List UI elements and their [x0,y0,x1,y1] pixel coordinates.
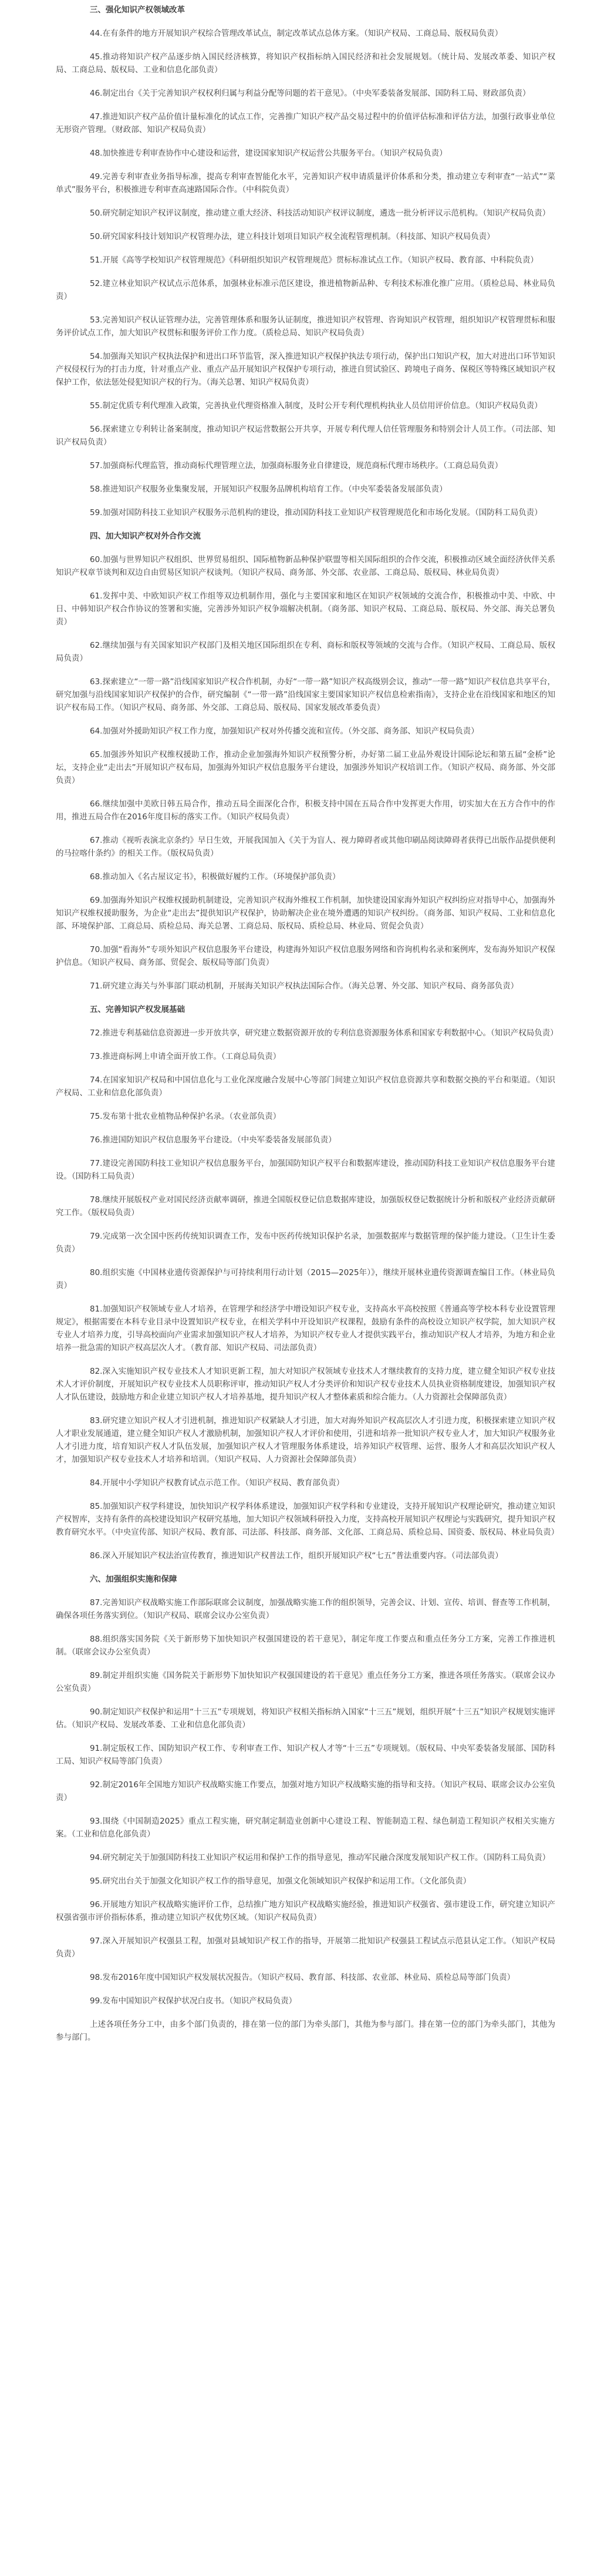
task-paragraph: 58.推进知识产权服务业集聚发展，开展知识产权服务品牌机构培育工作。（中央军委装备发展部负责） [90,485,447,494]
task-paragraph: 54.加强海关知识产权执法保护和进出口环节监管，深入推进知识产权保护执法专项行动，保护出口知识产权，加大对进出口环节知识产权侵权行为的打击力度，针对重点产业、重点产品开展知识产权保护专项行动，推进自贸试验区、跨境电子商务、保税区等特殊区域知识产权保护工作，依法惩处侵犯知识产权的行为。（海关总署、知识产权局负责） [56,352,555,387]
task-paragraph: 96.开展地方知识产权战略实施评价工作，总结推广地方知识产权战略实施经验，推进知识产权强省、强市建设工作，研究建立知识产权强省强市评价指标体系，推动建立知识产权优势区域。（知识产权局负责） [56,1900,555,1922]
task-paragraph: 98.发布2016年度中国知识产权发展状况报告。（知识产权局、教育部、科技部、农业部、林业局、质检总局等部门负责） [90,1973,515,1982]
task-paragraph: 65.加强涉外知识产权维权援助工作，推动企业加强海外知识产权预警分析，办好第二届工业品外观设计国际论坛和第五届“金桥”论坛，支持企业“走出去”开展知识产权布局，加强海外知识产权信息服务平台建设，加强涉外知识产权培训工作。（知识产权局、商务部、外交部负责） [56,750,555,785]
task-paragraph: 50.研究制定知识产权评议制度，推动建立重大经济、科技活动知识产权评议制度，遴选一批分析评议示范机构。（知识产权局负责） [90,208,551,218]
task-paragraph: 48.加快推进专利审查协作中心建设和运营，建设国家知识产权运营公共服务平台。（知识产权局负责） [90,149,447,158]
task-paragraph: 74.在国家知识产权局和中国信息化与工业化深度融合发展中心等部门间建立知识产权信息资源共享和数据交换的平台和渠道。（知识产权局、工业和信息化部负责） [56,1075,555,1098]
task-paragraph: 61.发挥中美、中欧知识产权工作组等双边机制作用，强化与主要国家和地区在知识产权领域的交流合作，积极推动中美、中欧、中日、中韩知识产权合作协议的签署和实施，完善涉外知识产权争端解决机制。（商务部、知识产权局、工商总局、版权局、外交部、海关总署负责） [56,591,555,627]
task-paragraph: 83.研究建立知识产权人才引进机制，推进知识产权紧缺人才引进，加大对海外知识产权高层次人才引进力度，积极探索建立知识产权人才职业发展通道，建立健全知识产权人才激励机制，加强知识产权人才评价和使用，引进和培养一批知识产权专业人才，加大知识产权服务业人才引进力度，培育知识产权人才队伍发展，加强知识产权人才管理服务体系建设，培养知识产权管理、运营、服务人才和高层次知识产权人才，加强知识产权专业技术人才培养和培训。（知识产权局、人力资源社会保障部负责） [56,1416,555,1464]
task-paragraph: 68.推动加入《名古屋议定书》，积极做好履约工作。（环境保护部负责） [90,872,340,882]
task-paragraph: 69.加强海外知识产权维权援助机制建设，完善知识产权海外维权工作机制，加快建设国家海外知识产权纠纷应对指导中心，加强海外知识产权维权援助服务，为企业“走出去”提供知识产权保护，协助解决企业在境外遭遇的知识产权纠纷。（商务部、知识产权局、工业和信息化部、环境保护部、工商总局、质检总局、海关总署、工商总局、版权局、质检总局、林业局、贸促会负责） [56,896,555,931]
task-paragraph: 87.完善知识产权战略实施工作部际联席会议制度，加强战略实施工作的组织领导，完善会议、计划、宣传、培训、督查等工作机制，确保各项任务落实到位。（知识产权局、联席会议办公室负责） [56,1598,555,1620]
task-paragraph: 81.加强知识产权领域专业人才培养，在管理学和经济学中增设知识产权专业，支持高水平高校按照《普通高等学校本科专业设置管理规定》，根据需要在本科专业目录中设置知识产权专业，在相关学科中开设知识产权课程，鼓励有条件的高校设立知识产权学院，加大知识产权专业人才培养力度，引导高校面向产业需求加强知识产权人才培养，为知识产权专业人才提供实践平台，推动知识产权人才培养，为地方和企业培养一批急需的知识产权高层次人才。（教育部、知识产权局、司法部负责） [56,1304,555,1353]
task-paragraph: 64.加强对外援助知识产权工作力度，加强知识产权对外传播交流和宣传。（外交部、商务部、知识产权局负责） [90,727,479,736]
task-paragraph: 85.加强知识产权学科建设，加快知识产权学科体系建设，加强知识产权学科和专业建设，支持开展知识产权理论研究，推动建立知识产权智库，支持有条件的高校建设知识产权研究基地，加大知识产权领域科研投入力度，支持高校开展知识产权理论与实践研究，提升知识产权教育研究水平。（中央宣传部、知识产权局、教育部、司法部、科技部、商务部、文化部、工商总局、质检总局、国资委、版权局、林业局负责） [56,1502,559,1537]
task-paragraph: 94.研究制定关于加强国防科技工业知识产权运用和保护工作的指导意见，推动军民融合深度发展知识产权工作。（国防科工局负责） [90,1853,551,1862]
task-paragraph: 76.推进国防知识产权信息服务平台建设。（中央军委装备发展部负责） [90,1135,336,1145]
task-paragraph: 53.完善知识产权认证管理办法，完善管理体系和服务认证制度，推进知识产权管理、咨询知识产权管理，组织知识产权管理贯标和服务评价试点工作，加大知识产权贯标和服务评价工作力度。（质检总局、知识产权局负责） [56,315,555,338]
task-paragraph: 52.建立林业知识产权试点示范体系，加强林业标准示范区建设，推进植物新品种、专利技术标准化推广应用。（质检总局、林业局负责） [56,279,555,301]
task-paragraph: 92.制定2016年全国地方知识产权战略实施工作要点，加强对地方知识产权战略实施的指导和支持。（知识产权局、联席会议办公室负责） [56,1780,555,1802]
task-paragraph: 75.发布第十批农业植物品种保护名录。（农业部负责） [90,1112,281,1121]
task-paragraph: 71.研究建立海关与外事部门联动机制，开展海关知识产权执法国际合作。（海关总署、外交部、知识产权局、商务部负责） [90,981,519,991]
section-heading: 六、加强组织实施和保障 [90,1575,177,1584]
task-paragraph: 93.围绕《中国制造2025》重点工程实施，研究制定制造业创新中心建设工程、智能制造工程、绿色制造工程知识产权相关实施方案。（工业和信息化部负责） [56,1817,555,1839]
task-paragraph: 57.加强商标代理监管，推动商标代理管理立法，加强商标服务业自律建设，规范商标代理市场秩序。（工商总局负责） [90,461,503,470]
section-heading: 五、完善知识产权发展基础 [90,1005,185,1014]
task-paragraph: 91.制定版权工作、国防知识产权工作、专利审查工作、知识产权人才等“十三五”专项规划。（版权局、中央军委装备发展部、国防科工局、知识产权局等部门负责） [56,1744,555,1766]
task-paragraph: 62.继续加强与有关国家知识产权部门及相关地区国际组织在专利、商标和版权等领域的交流与合作。（知识产权局、工商总局、版权局负责） [56,641,555,663]
task-paragraph: 99.发布中国知识产权保护状况白皮书。（知识产权局负责） [90,1996,297,2006]
task-paragraph: 79.完成第一次全国中医药传统知识调查工作，发布中医药传统知识保护名录，加强数据库与数据管理的保护能力建设。（卫生计生委负责） [56,1232,555,1254]
task-paragraph: 88.组织落实国务院《关于新形势下加快知识产权强国建设的若干意见》，制定年度工作要点和重点任务分工方案，完善工作推进机制。（联席会议办公室负责） [56,1635,555,1657]
task-paragraph: 72.推进专利基础信息资源进一步开放共享，研究建立数据资源开放的专利信息资源服务体系和国家专利数据中心。（知识产权局负责） [90,1028,558,1038]
task-paragraph: 84.开展中小学知识产权教育试点示范工作。（知识产权局、教育部负责） [90,1478,345,1488]
task-paragraph: 51.开展《高等学校知识产权管理规范》《科研组织知识产权管理规范》贯标标准试点工作。（知识产权局、教育部、中科院负责） [90,255,538,265]
task-paragraph: 78.继续开展版权产业对国民经济贡献率调研，推进全国版权登记信息数据库建设，加强版权登记数据统计分析和版权产业经济贡献研究工作。（版权局负责） [56,1195,555,1218]
section-heading: 四、加大知识产权对外合作交流 [90,532,201,541]
task-paragraph: 上述各项任务分工中，由多个部门负责的，排在第一位的部门为牵头部门，其他为参与部门。排在第一位的部门为牵头部门，其他为参与部门。 [56,2020,555,2042]
task-paragraph: 49.完善专利审查业务指导标准，提高专利审查智能化水平，完善知识产权申请质量评价体系和分类，推动建立专利审查“一站式”“菜单式”服务平台，积极推进专利审查高速路国际合作。（中科院负责） [56,172,555,194]
task-paragraph: 95.研究出台关于加强文化知识产权工作的指导意见，加强文化领域知识产权保护和运用工作。（文化部负责） [90,1876,471,1886]
task-paragraph: 50.研究国家科技计划知识产权管理办法，建立科技计划项目知识产权全流程管理机制。（科技部、知识产权局负责） [90,232,495,241]
task-paragraph: 77.建设完善国防科技工业知识产权信息服务平台，加强国防知识产权平台和数据库建设，推动国防科技工业知识产权信息服务平台建设。（国防科工局负责） [56,1159,555,1181]
task-paragraph: 73.推进商标网上申请全面开放工作。（工商总局负责） [90,1052,281,1061]
task-paragraph: 70.加强“看海外”专项外知识产权信息服务平台建设，构建海外知识产权信息服务网络和咨询机构名录和案例库，发布海外知识产权保护信息。（知识产权局、商务部、贸促会、版权局等部门负责） [56,945,555,967]
task-paragraph: 63.探索建立“一带一路”沿线国家知识产权合作机制，办好“一带一路”知识产权高级别会议，推动“一带一路”知识产权信息共享平台，研究加强与沿线国家知识产权保护的合作，研究编制《“一带一路”沿线国家主要国家知识产权信息检索指南》，支持企业在沿线国家和地区的知识产权布局工作。（知识产权局、商务部、外交部、工商总局、版权局、国家发展改革委负责） [56,677,555,712]
task-paragraph: 67.推动《视听表演北京条约》早日生效，开展我国加入《关于为盲人、视力障碍者或其他印刷品阅读障碍者获得已出版作品提供便利的马拉喀什条约》的相关工作。（版权局负责） [56,836,555,858]
task-paragraph: 44.在有条件的地方开展知识产权综合管理改革试点，制定改革试点总体方案。（知识产权局、工商总局、版权局负责） [90,29,503,38]
task-paragraph: 45.推动将知识产权产品逐步纳入国民经济核算，将知识产权指标纳入国民经济和社会发展规划。（统计局、发展改革委、知识产权局、工商总局、版权局、工业和信息化部负责） [56,52,555,75]
task-paragraph: 56.探索建立专利转让备案制度，推动知识产权运营数据公开共享，开展专利代理人信任管理服务和特别会计人员工作。（司法部、知识产权局负责） [56,425,555,447]
task-paragraph: 89.制定并组织实施《国务院关于新形势下加快知识产权强国建设的若干意见》重点任务分工方案，推进各项任务落实。（联席会议办公室负责） [56,1671,555,1693]
task-paragraph: 82.深入实施知识产权专业技术人才知识更新工程，加大对知识产权领域专业技术人才继续教育的支持力度，建立健全知识产权专业技术人才评价制度，开展知识产权专业技术人员职称评审，推动知识产权人才分类评价和知识产权专业技术人员执业资格制度建设，加强知识产权人才队伍建设，鼓励地方和企业建立知识产权人才培养基地，提升知识产权人才整体素质和综合能力。（人力资源社会保障部负责） [56,1367,555,1402]
task-paragraph: 66.继续加强中美欧日韩五局合作，推动五局全面深化合作，积极支持中国在五局合作中发挥更大作用，切实加大在五方合作中的作用，推进五局合作在2016年度目标的落实工作。（知识产权局负责） [56,799,555,822]
task-paragraph: 47.推进知识产权产品价值计量标准化的试点工作，完善推广知识产权产品交易过程中的价值评估标准和评估方法，加强行政事业单位无形资产管理。（财政部、知识产权局负责） [56,112,555,134]
task-paragraph: 60.加强与世界知识产权组织、世界贸易组织、国际植物新品种保护联盟等相关国际组织的合作交流，积极推动区域全面经济伙伴关系知识产权章节谈判和双边自由贸易区知识产权谈判。（知识产权局、商务部、外交部、农业部、工商总局、版权局、林业局负责） [56,555,555,577]
task-paragraph: 86.深入开展知识产权法治宣传教育，推进知识产权普法工作，组织开展知识产权“七五”普法重要内容。（司法部负责） [90,1551,503,1561]
task-paragraph: 55.制定优质专利代理准入政策，完善执业代理资格准入制度，及时公开专利代理机构执业人员信用评价信息。（知识产权局负责） [90,401,542,411]
task-paragraph: 97.深入开展知识产权强县工程，加强对县域知识产权工作的指导，开展第二批知识产权强县工程试点示范县认定工作。（知识产权局负责） [56,1936,555,1959]
task-paragraph: 90.制定知识产权保护和运用“十三五”专项规划，将知识产权相关指标纳入国家“十三五”规划，组织开展“十三五”知识产权规划实施评估。（知识产权局、发展改革委、工业和信息化部负责） [56,1707,555,1730]
task-paragraph: 59.加强对国防科技工业知识产权服务示范机构的建设，推动国防科技工业知识产权管理规范化和市场化发展。（国防科工局负责） [90,508,542,517]
section-heading: 三、强化知识产权领域改革 [90,5,185,15]
task-paragraph: 46.制定出台《关于完善知识产权权利归属与利益分配等问题的若干意见》。（中央军委装备发展部、国防科工局、财政部负责） [90,89,531,98]
task-paragraph: 80.组织实施《中国林业遗传资源保护与可持续利用行动计划（2015—2025年）》，继续开展林业遗传资源调查编目工作。（林业局负责） [56,1268,555,1290]
